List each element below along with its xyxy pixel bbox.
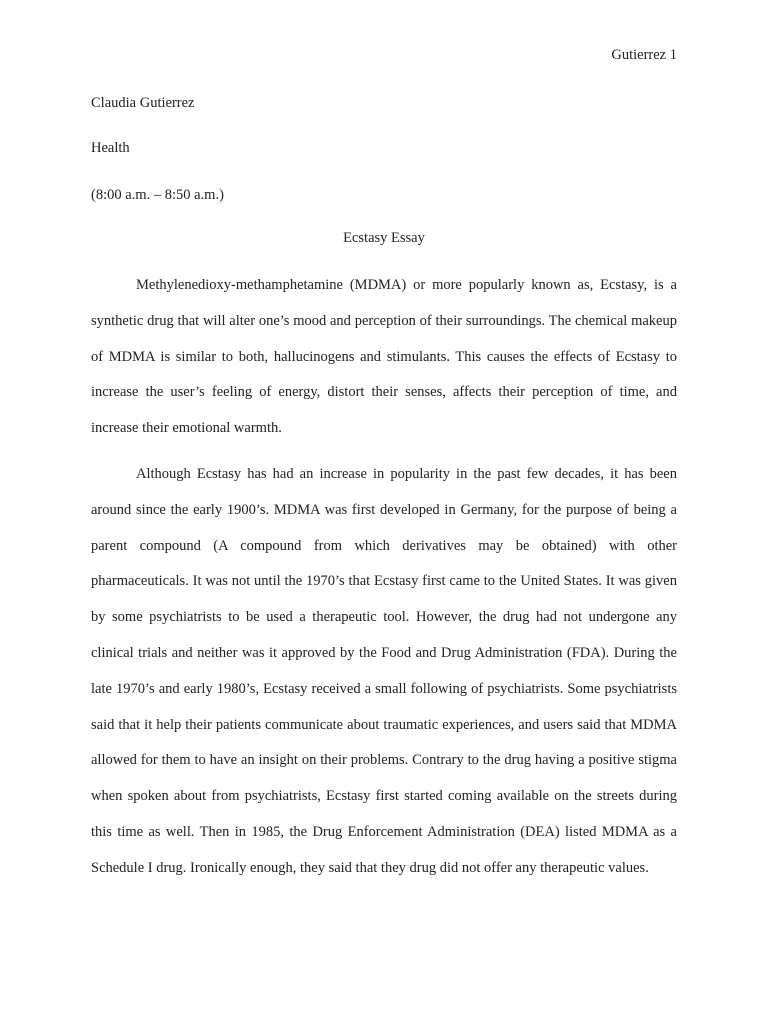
body-paragraph-2: Although Ecstasy has had an increase in popularity in the past few decades, it has been around since the early 1900’s. MDMA was first developed in Germany, for the purpose of being a parent compound (A compound from which derivatives may be obtained) with other pharmaceuticals. It was not until the 1970’s that Ecstasy first came to the United States. It was given by some psychiatrists to be used a therapeutic tool. However, the drug had not undergone any clinical trials and neither was it approved by the Food and Drug Administration (FDA). During the late 1970’s and early 1980’s, Ecstasy received a small following of psychiatrists. Some psychiatrists said that it help their patients communicate about traumatic experiences, and users said that MDMA allowed for them to have an insight on their problems. Contrary to the drug having a positive stigma when spoken about from psychiatrists, Ecstasy first started coming available on the streets during this time as well. Then in 1985, the Drug Enforcement Administration (DEA) listed MDMA as a Schedule I drug. Ironically enough, they said that they drug did not offer any therapeutic values. — [91, 466, 677, 876]
running-head: Gutierrez 1 — [611, 47, 677, 63]
course-name: Health — [91, 140, 130, 156]
essay-title: Ecstasy Essay — [343, 230, 425, 246]
class-time: (8:00 a.m. – 8:50 a.m.) — [91, 187, 224, 203]
author-name: Claudia Gutierrez — [91, 95, 195, 111]
body-paragraph-1: Methylenedioxy-methamphetamine (MDMA) or more popularly known as, Ecstasy, is a synthetic drug that will alter one’s mood and perception of their surroundings. The chemical makeup of MDMA is similar to both, hallucinogens and stimulants. This causes the effects of Ecstasy to increase the user’s feeling of energy, distort their senses, affects their perception of time, and increase their emotional warmth. — [91, 277, 677, 437]
